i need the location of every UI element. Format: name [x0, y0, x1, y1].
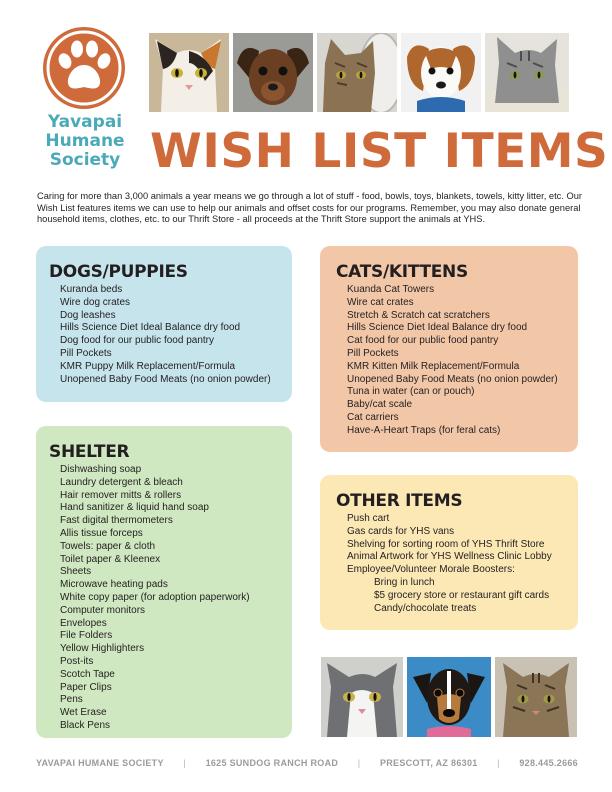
list-item: White copy paper (for adoption paperwork): [60, 591, 250, 603]
footer-separator: |: [357, 758, 361, 768]
list-item: Dishwashing soap: [60, 464, 142, 475]
list-item: Baby/cat scale: [347, 399, 413, 411]
calico-cat-photo: [149, 33, 229, 112]
footer: [36, 758, 578, 768]
list-item: Employee/Volunteer Morale Boosters:: [347, 564, 515, 576]
list-item: $5 grocery store or restaurant gift cards: [374, 589, 550, 601]
dogs-item-list: [49, 284, 292, 386]
organization-name-line: Society: [49, 150, 121, 170]
list-item: Kuranda beds: [60, 284, 123, 295]
list-item: Black Pens: [60, 719, 111, 731]
list-item: Allis tissue forceps: [60, 527, 143, 539]
beagle-dog-photo: [401, 33, 481, 112]
list-item: Computer monitors: [60, 604, 146, 616]
list-item: Wet Erase: [60, 707, 107, 719]
list-item: Yellow Highlighters: [60, 643, 145, 655]
puppy-photo: [233, 33, 313, 112]
list-item: KMR Puppy Milk Replacement/Formula: [60, 360, 236, 372]
list-item: Scotch Tape: [60, 668, 115, 680]
list-item: Unopened Baby Food Meats (no onion powder): [60, 373, 271, 385]
list-item: Dog leashes: [60, 309, 116, 321]
tabby-kitten-photo: [495, 657, 577, 737]
list-item: File Folders: [60, 630, 113, 642]
list-item: Bring in lunch: [374, 576, 435, 588]
list-item: Microwave heating pads: [60, 579, 168, 591]
list-item: Stretch & Scratch cat scratchers: [347, 309, 490, 321]
intro-paragraph: Caring for more than 3,000 animals a year means we go through a lot of stuff - food, bowls, toys, blankets, towels, kitty litter, etc. Our Wish List features items we can use to help our animals and offset costs for our programs. Remember, you may also donate general household items, clothes, etc. to our Thrift Store - all proceeds at the Thrift Store support the animals at YHS.: [37, 191, 582, 224]
list-item: Unopened Baby Food Meats (no onion powder): [347, 373, 558, 385]
list-item: Envelopes: [60, 617, 107, 629]
footer-separator: |: [183, 758, 186, 768]
footer-address: 1625 SUNDOG RANCH ROAD: [205, 758, 339, 768]
dogs-puppies-section: [36, 246, 292, 402]
list-item: Cat food for our public food pantry: [347, 335, 499, 347]
section-heading: CATS/KITTENS: [336, 262, 468, 282]
cats-kittens-section: [320, 246, 578, 452]
list-item: Laundry detergent & bleach: [60, 476, 183, 488]
list-item: Wire cat crates: [347, 296, 414, 308]
organization-name-line: Yavapai: [47, 112, 123, 132]
footer-separator: |: [497, 758, 500, 768]
other-item-list: [336, 513, 578, 615]
list-item: Pill Pockets: [60, 347, 112, 359]
page-title: WISH LIST ITEMS: [150, 124, 609, 179]
list-item: Wire dog crates: [60, 296, 131, 308]
list-item: Towels: paper & cloth: [60, 540, 156, 552]
other-items-section: [320, 475, 578, 630]
list-item: Hills Science Diet Ideal Balance dry food: [60, 322, 241, 334]
list-item: Pill Pockets: [347, 347, 399, 359]
list-item: Gas cards for YHS vans: [347, 525, 455, 537]
list-item: Paper Clips: [60, 681, 112, 693]
list-item: Fast digital thermometers: [60, 515, 173, 527]
list-item: Hills Science Diet Ideal Balance dry food: [347, 322, 528, 334]
list-item: Post-its: [60, 655, 94, 667]
section-heading: OTHER ITEMS: [336, 491, 463, 511]
list-item: Push cart: [347, 513, 390, 524]
gray-kitten-photo: [485, 33, 569, 112]
list-item: Have-A-Heart Traps (for feral cats): [347, 424, 501, 436]
organization-name-line: Humane: [45, 131, 125, 151]
cats-item-list: [336, 284, 578, 438]
list-item: Shelving for sorting room of YHS Thrift Store: [347, 538, 545, 550]
shelter-section: [36, 426, 292, 738]
section-heading: DOGS/PUPPIES: [49, 262, 188, 282]
black-tan-dog-photo: [407, 657, 491, 737]
shelter-item-list: [49, 464, 292, 733]
list-item: Animal Artwork for YHS Wellness Clinic Lobby: [347, 551, 552, 563]
tabby-cat-photo: [317, 33, 397, 112]
paw-logo-icon: [43, 27, 125, 109]
list-item: Sheets: [60, 566, 92, 578]
gray-white-cat-photo: [321, 657, 403, 737]
list-item: Candy/chocolate treats: [374, 602, 477, 614]
list-item: KMR Kitten Milk Replacement/Formula: [347, 360, 520, 372]
list-item: Kuanda Cat Towers: [347, 284, 435, 295]
list-item: Hair remover mitts & rollers: [60, 489, 182, 501]
footer-city: PRESCOTT, AZ 86301: [379, 758, 478, 768]
list-item: Cat carriers: [347, 411, 399, 423]
organization-name: [35, 113, 135, 170]
section-heading: SHELTER: [49, 442, 130, 462]
list-item: Hand sanitizer & liquid hand soap: [60, 502, 209, 514]
list-item: Tuna in water (can or pouch): [347, 386, 475, 398]
list-item: Toilet paper & Kleenex: [60, 553, 161, 565]
footer-organization: YAVAPAI HUMANE SOCIETY: [36, 758, 164, 768]
list-item: Pens: [60, 694, 83, 706]
list-item: Dog food for our public food pantry: [60, 335, 214, 347]
footer-phone: 928.445.2666: [519, 758, 578, 768]
